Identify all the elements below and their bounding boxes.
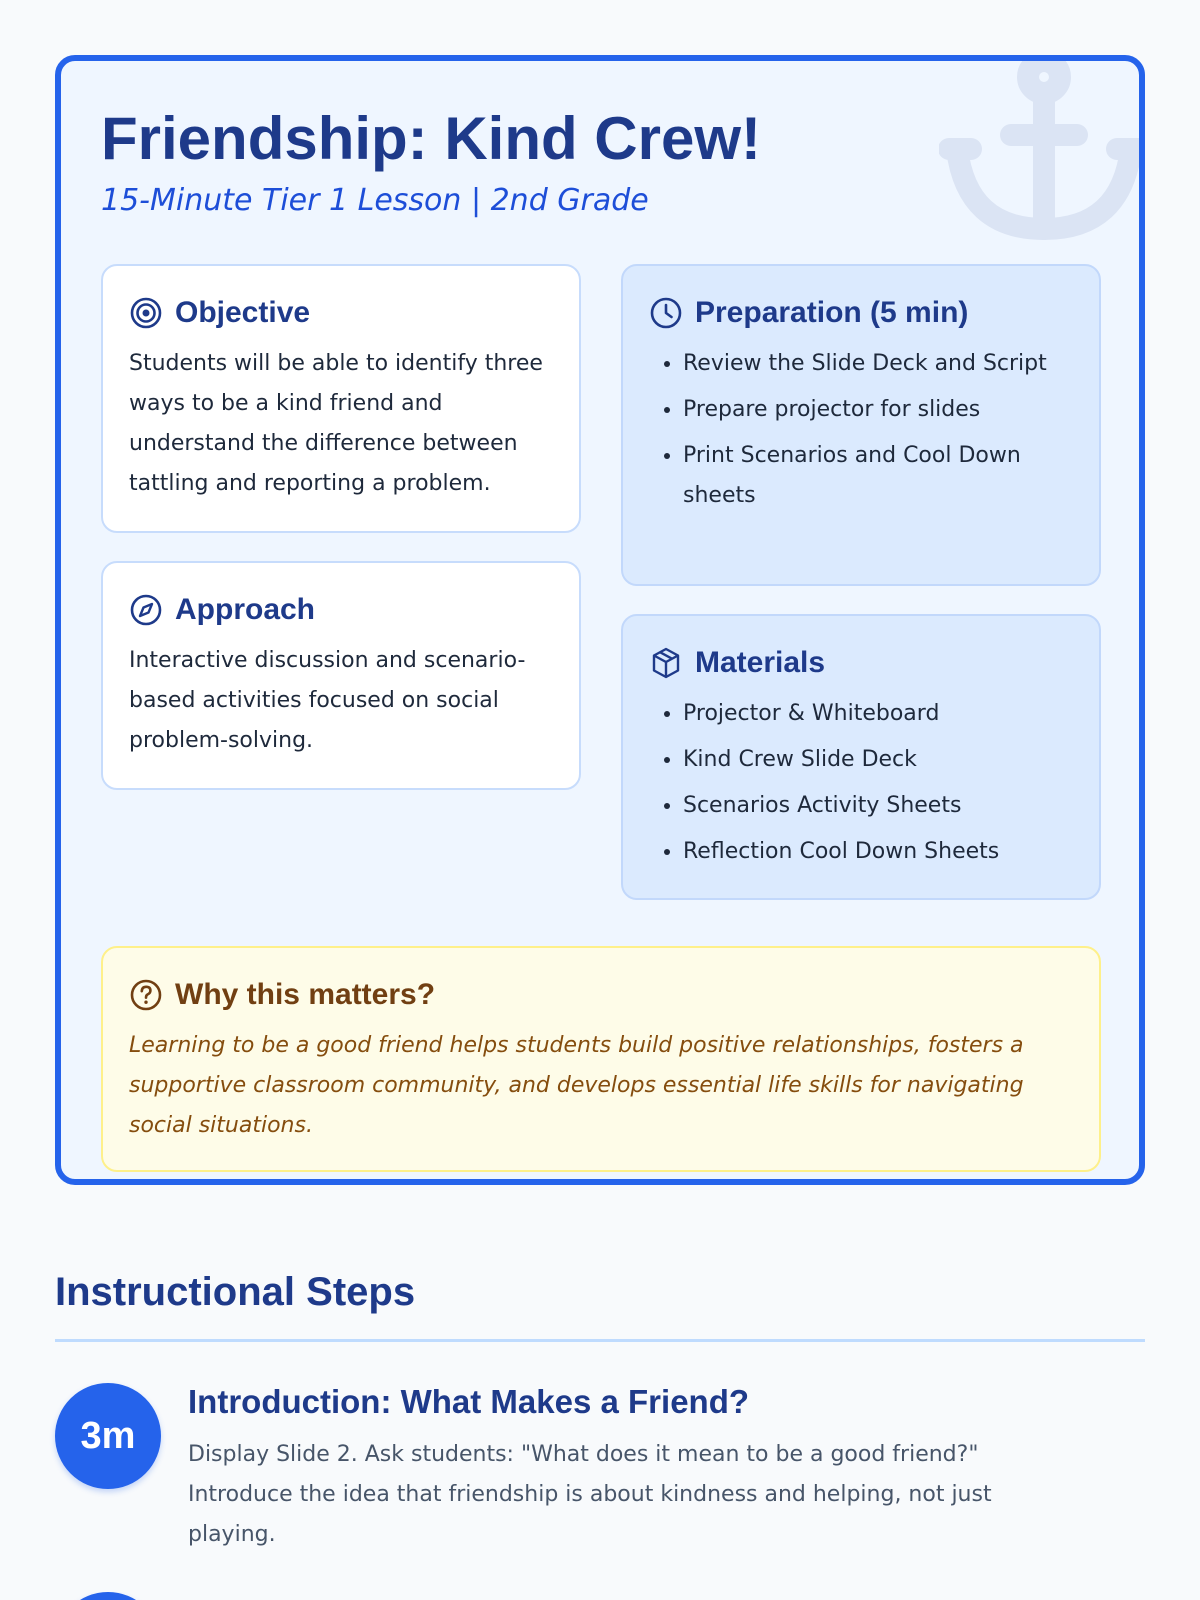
approach-title: Approach — [175, 593, 316, 626]
why-this-matters-box — [101, 946, 1101, 1172]
lesson-overview-card — [55, 55, 1145, 1185]
step-text: Display Slide 2. Ask students: "What does it mean to be a good friend?" Introduce the idea that friendship is about kindness and helping, not just playing. — [188, 1442, 992, 1547]
list-item: • Kind Crew Slide Deck — [683, 740, 1075, 780]
objective-text: Students will be able to identify three ways to be a kind friend and understand the difference between tattling and reporting a problem. — [129, 351, 543, 496]
step-title: Introduction: What Makes a Friend? — [188, 1383, 750, 1420]
preparation-card — [621, 264, 1101, 586]
materials-header — [649, 646, 1075, 680]
step-duration-badge-next — [55, 1592, 161, 1600]
clock-icon — [649, 296, 683, 330]
list-item: • Projector & Whiteboard — [683, 694, 1075, 734]
page-subtitle: 15-Minute Tier 1 Lesson | 2nd Grade — [101, 183, 649, 218]
anchor-icon — [939, 61, 1145, 261]
list-item: • Scenarios Activity Sheets — [683, 786, 1075, 826]
why-title: Why this matters? — [175, 978, 436, 1011]
step-item — [55, 1383, 1145, 1547]
step-item-next — [55, 1592, 1145, 1600]
objective-card — [101, 264, 581, 533]
approach-text: Interactive discussion and scenario-based activities focused on social problem-solving. — [129, 648, 526, 753]
list-item: • Review the Slide Deck and Script — [683, 344, 1075, 384]
approach-header — [129, 593, 555, 627]
step-duration-badge: 3m — [55, 1383, 161, 1489]
materials-list — [649, 694, 1075, 872]
why-header — [129, 978, 1075, 1012]
objective-title: Objective — [175, 296, 311, 329]
why-text: Learning to be a good friend helps students build positive relationships, fosters a supportive classroom community, and develops essential life skills for navigating social situations. — [129, 1033, 1024, 1138]
box-icon — [649, 646, 683, 680]
approach-card — [101, 561, 581, 790]
page-title: Friendship: Kind Crew! — [101, 105, 761, 172]
list-item: • Print Scenarios and Cool Down sheets — [683, 436, 1075, 516]
list-item: • Reflection Cool Down Sheets — [683, 832, 1075, 872]
question-circle-icon — [129, 978, 163, 1012]
list-item: • Prepare projector for slides — [683, 390, 1075, 430]
section-divider — [55, 1339, 1145, 1342]
objective-header — [129, 296, 555, 330]
preparation-header — [649, 296, 1075, 330]
instructional-steps-heading: Instructional Steps — [55, 1270, 416, 1314]
preparation-title: Preparation (5 min) — [695, 296, 969, 329]
materials-title: Materials — [695, 646, 826, 679]
target-icon — [129, 296, 163, 330]
materials-card — [621, 614, 1101, 900]
preparation-list — [649, 344, 1075, 516]
compass-icon — [129, 593, 163, 627]
